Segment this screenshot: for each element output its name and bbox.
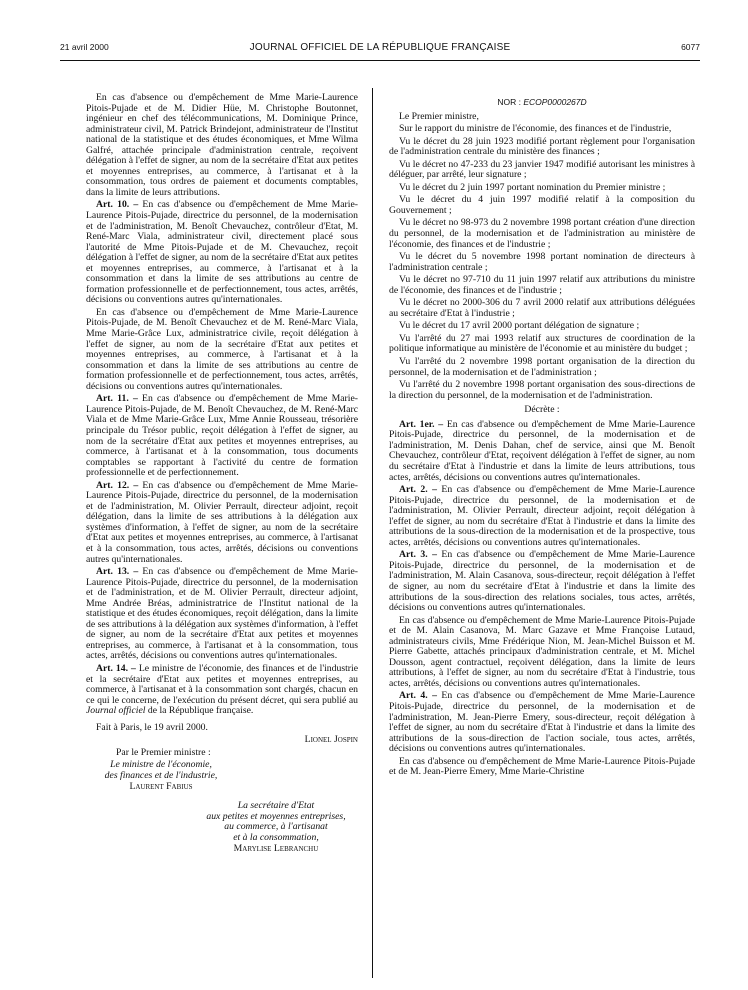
article-12 [86, 481, 358, 565]
visa: Vu le décret du 5 novembre 1998 portant nomination de directeurs à l'administration centrale ; [389, 251, 695, 273]
article-number: Art. 11. – [96, 393, 138, 405]
visa: Vu le décret no 97-710 du 11 juin 1997 relatif aux attributions du ministre de l'économie, des finances et de l'industrie ; [389, 274, 695, 296]
signature-line: aux petites et moyennes entreprises, [206, 810, 346, 822]
article-13 [86, 567, 358, 662]
signature-line: au commerce, à l'artisanat [224, 821, 328, 833]
article-11 [86, 394, 358, 478]
article-3 [389, 550, 695, 613]
paragraph: En cas d'absence ou d'empêchement de Mme Marie-Laurence Pitois-Pujade, de M. Benoît Chevauchez et de M. René-Marc Viala, Mme Marie-Grâce Lux, administratrice civile, reçoit délégation à l'effet de signer, au nom de la secrétaire d'Etat aux petites et moyennes entreprises, au commerce, à l'artisanat et à la consommation et dans la limite de ses attributions au centre de formation professionnelle et de perfectionnement, tous actes, arrêtés, décisions ou conventions autres qu'internationales. [86, 306, 358, 392]
nor-label: NOR : [497, 97, 521, 107]
article-number: Art. 4. – [399, 690, 437, 702]
visa: Vu l'arrêté du 27 mai 1993 relatif aux structures de coordination de la politique informatique au ministère de l'économie et au ministère du budget ; [389, 332, 695, 355]
article-14 [86, 664, 358, 717]
article-text: En cas d'absence ou d'empêchement de Mme Marie-Laurence Pitois-Pujade, directrice du personnel, de la modernisation et de l'administration, M. Olivier Perrault, directeur adjoint, reçoit délégation à l'effet de signer, au nom du secrétaire d'Etat à l'industrie et dans la limite des attributions de la sous-direction de la modernisation et de la prospective, tous actes, arrêtés, décisions ou conventions autres qu'internationales. [389, 484, 695, 548]
signature-line: et à la consommation, [233, 832, 319, 844]
header-rule [60, 60, 700, 61]
article-text: En cas d'absence ou d'empêchement de Mme Marie-Laurence Pitois-Pujade, directrice du personnel, de la modernisation et de l'administration, M. Alain Casanova, sous-directeur, reçoit délégation à l'effet de signer, au nom du secrétaire d'Etat à l'industrie et dans la limite des attributions de la sous-direction des relations sociales, tous actes, arrêtés, décisions ou conventions autres qu'internationales. [389, 549, 695, 614]
visa: Vu le décret du 28 juin 1923 modifié portant règlement pour l'organisation de l'administration centrale du ministère des finances ; [389, 135, 695, 158]
article-text: de la République française. [147, 705, 254, 717]
article-10 [86, 200, 358, 305]
visa: Vu le décret no 98-973 du 2 novembre 1998 portant création d'une direction du personnel, de la modernisation et de l'administration au ministère de l'économie, des finances et de l'industrie ; [389, 217, 695, 250]
article-text: Le ministre de l'économie, des finances et de l'industrie et la secrétaire d'Etat aux petites et moyennes entreprises, au commerce, à l'artisanat et à la consommation sont chargés, chacun en ce qui le concerne, de l'exécution du présent décret, qui sera publié au [86, 662, 358, 706]
visa: Vu l'arrêté du 2 novembre 1998 portant organisation des sous-directions de la direction du personnel, de la modernisation et de l'administration. [389, 379, 695, 401]
article-1 [389, 420, 695, 483]
signature-premier-ministre: Lionel Jospin [304, 734, 358, 746]
visa: Vu le décret du 4 juin 1997 modifié relatif à la composition du Gouvernement ; [389, 194, 695, 216]
header-page-number: 6077 [681, 42, 700, 52]
decrete-heading: Décrète : [524, 404, 560, 416]
signature-block-secretary [196, 801, 356, 855]
article-number: Art. 2. – [399, 484, 437, 496]
article-number: Art. 1er. – [399, 418, 444, 430]
journal-officiel-reference: Journal officiel [86, 705, 146, 717]
signature-line: La secrétaire d'Etat [237, 799, 315, 811]
article-text: En cas d'absence ou d'empêchement de Mme Marie-Laurence Pitois-Pujade, de M. Benoît Chevauchez, de M. René-Marc Viala et de Mme Marie-Grâce Lux, Mme Annie Rousseau, trésorière principale du Trésor public, reçoit délégation à l'effet de signer, au nom de la secrétaire d'Etat aux petites et moyennes entreprises, au commerce, à l'artisanat et à la consommation, tous documents comptables se rapportant à l'activité du centre de formation professionnelle et de perfectionnement. [86, 393, 358, 479]
paragraph: En cas d'absence ou d'empêchement de Mme Marie-Laurence Pitois-Pujade et de M. Alain Casanova, M. Marc Gazave et Mme Françoise Lutaud, administrateurs civils, Mme Frédérique Nion, M. Jean-Michel Buisson et M. Pierre Gabette, attachés principaux d'administration centrale, et M. Michel Dousson, agent contractuel, reçoivent délégation, dans la limite de leurs attributions, à l'effet de signer, au nom du secrétaire d'Etat à l'industrie, tous actes, arrêtés, décisions ou conventions autres qu'internationales. [389, 614, 695, 689]
signature-line: des finances et de l'industrie, [104, 770, 218, 782]
signature-block-minister [86, 760, 236, 792]
fait-a-paris: Fait à Paris, le 19 avril 2000. [96, 721, 208, 733]
signature-name: Marylise Lebranchu [233, 842, 319, 854]
article-text: En cas d'absence ou d'empêchement de Mme Marie-Laurence Pitois-Pujade, directrice du personnel, de la modernisation et de l'administration, M. Jean-Pierre Emery, sous-directeur, reçoit délégation à l'effet de signer, au nom du secrétaire d'Etat à l'industrie et dans la limite des attributions de la sous-direction de l'action sociale, tous actes, arrêtés, décisions ou conventions autres qu'internationales. [389, 690, 695, 755]
paragraph-intro: En cas d'absence ou d'empêchement de Mme Marie-Laurence Pitois-Pujade et de M. Didier Hüe, M. Christophe Boutonnet, ingénieur en chef des télécommunications, M. Dominique Prince, administrateur civil, M. Patrick Brindejont, administrateur de l'Institut national de la statistique et des études économiques, et Mme Wilma Galfré, attachée principale d'administration centrale, reçoivent délégation à l'effet de signer, au nom de la secrétaire d'Etat aux petites et moyennes entreprises, au commerce, à l'artisanat et à la consommation, tous ordres de paiement et documents comptables, dans la limite de leurs attributions. [86, 92, 358, 198]
page-header [60, 42, 700, 56]
article-4 [389, 691, 695, 754]
article-text: En cas d'absence ou d'empêchement de Mme Marie-Laurence Pitois-Pujade, directrice du personnel, de la modernisation et de l'administration, et de M. Olivier Perrault, directeur adjoint, Mme Andrée Bréas, administratrice de l'Institut national de la statistique et des études économiques, reçoit délégation, dans la limite de ses attributions à la délégation aux systèmes d'information, à l'effet de signer, au nom de la secrétaire d'Etat aux petites et moyennes entreprises, au commerce, à l'artisanat et à la consommation, tous actes, arrêtés, décisions ou conventions autres qu'internationales. [86, 566, 358, 662]
header-date: 21 avril 2000 [60, 42, 109, 52]
visa: Vu le décret du 17 avril 2000 portant délégation de signature ; [399, 320, 640, 332]
article-text: En cas d'absence ou d'empêchement de Mme Marie-Laurence Pitois-Pujade, directrice du personnel, de la modernisation et de l'administration, M. Denis Dahan, chef de service, ainsi que M. Benoît Chevauchez, contrôleur d'Etat, reçoivent délégation à l'effet de signer, au nom du secrétaire d'Etat à l'industrie et dans la limite de leurs attributions, tous actes, arrêtés, décisions ou conventions autres qu'internationales. [389, 418, 695, 483]
left-column [86, 93, 358, 855]
visa: Vu le décret no 47-233 du 23 janvier 1947 modifié autorisant les ministres à déléguer, par arrêté, leur signature ; [389, 158, 695, 181]
article-number: Art. 10. – [96, 199, 139, 211]
article-number: Art. 12. – [96, 479, 139, 491]
article-text: En cas d'absence ou d'empêchement de Mme Marie-Laurence Pitois-Pujade, directrice du personnel, de la modernisation et de l'administration, M. Olivier Perrault, directeur adjoint, reçoit délégation, dans la limite de ses attributions à la délégation aux systèmes d'information, à l'effet de signer, au nom de la secrétaire d'Etat aux petites et moyennes entreprises, au commerce, à l'artisanat et à la consommation, tous actes, arrêtés, décisions ou conventions autres qu'internationales. [86, 479, 358, 565]
article-text: En cas d'absence ou d'empêchement de Mme Marie-Laurence Pitois-Pujade, directrice du personnel, de la modernisation et de l'administration, M. Benoît Chevauchez, contrôleur d'Etat, M. René-Marc Viala, administrateur civil, directement placé sous l'autorité de Mme Pitois-Pujade et de M. Chevauchez, reçoit délégation à l'effet de signer, au nom de la secrétaire d'Etat aux petites et moyennes entreprises, au commerce, à l'artisanat et à la consommation et dans la limite de ses attributions au centre de formation professionnelle et de perfectionnement, tous actes, arrêtés, décisions ou conventions autres qu'internationales. [86, 199, 358, 306]
column-divider [372, 88, 373, 978]
article-number: Art. 13. – [96, 566, 139, 578]
nor-reference [389, 97, 695, 108]
article-number: Art. 14. – [96, 662, 136, 674]
header-title: JOURNAL OFFICIEL DE LA RÉPUBLIQUE FRANÇAISE [249, 42, 511, 53]
article-2 [389, 485, 695, 548]
article-number: Art. 3. – [399, 549, 437, 561]
paragraph: En cas d'absence ou d'empêchement de Mme Marie-Laurence Pitois-Pujade et de M. Jean-Pierre Emery, Mme Marie-Christine [389, 755, 695, 778]
visa: Vu le décret du 2 juin 1997 portant nomination du Premier ministre ; [399, 181, 666, 193]
par-le-premier-ministre: Par le Premier ministre : [116, 746, 211, 758]
visa: Sur le rapport du ministre de l'économie, des finances et de l'industrie, [399, 123, 672, 135]
premier-ministre: Le Premier ministre, [399, 110, 479, 122]
signature-name: Laurent Fabius [129, 780, 193, 792]
nor-code: ECOP0000267D [523, 97, 587, 107]
signature-line: Le ministre de l'économie, [110, 759, 212, 771]
visa: Vu le décret no 2000-306 du 7 avril 2000 relatif aux attributions déléguées au secrétaire d'Etat à l'industrie ; [389, 297, 695, 319]
right-column [389, 97, 695, 780]
visa: Vu l'arrêté du 2 novembre 1998 portant organisation de la direction du personnel, de la modernisation et de l'administration ; [389, 356, 695, 378]
